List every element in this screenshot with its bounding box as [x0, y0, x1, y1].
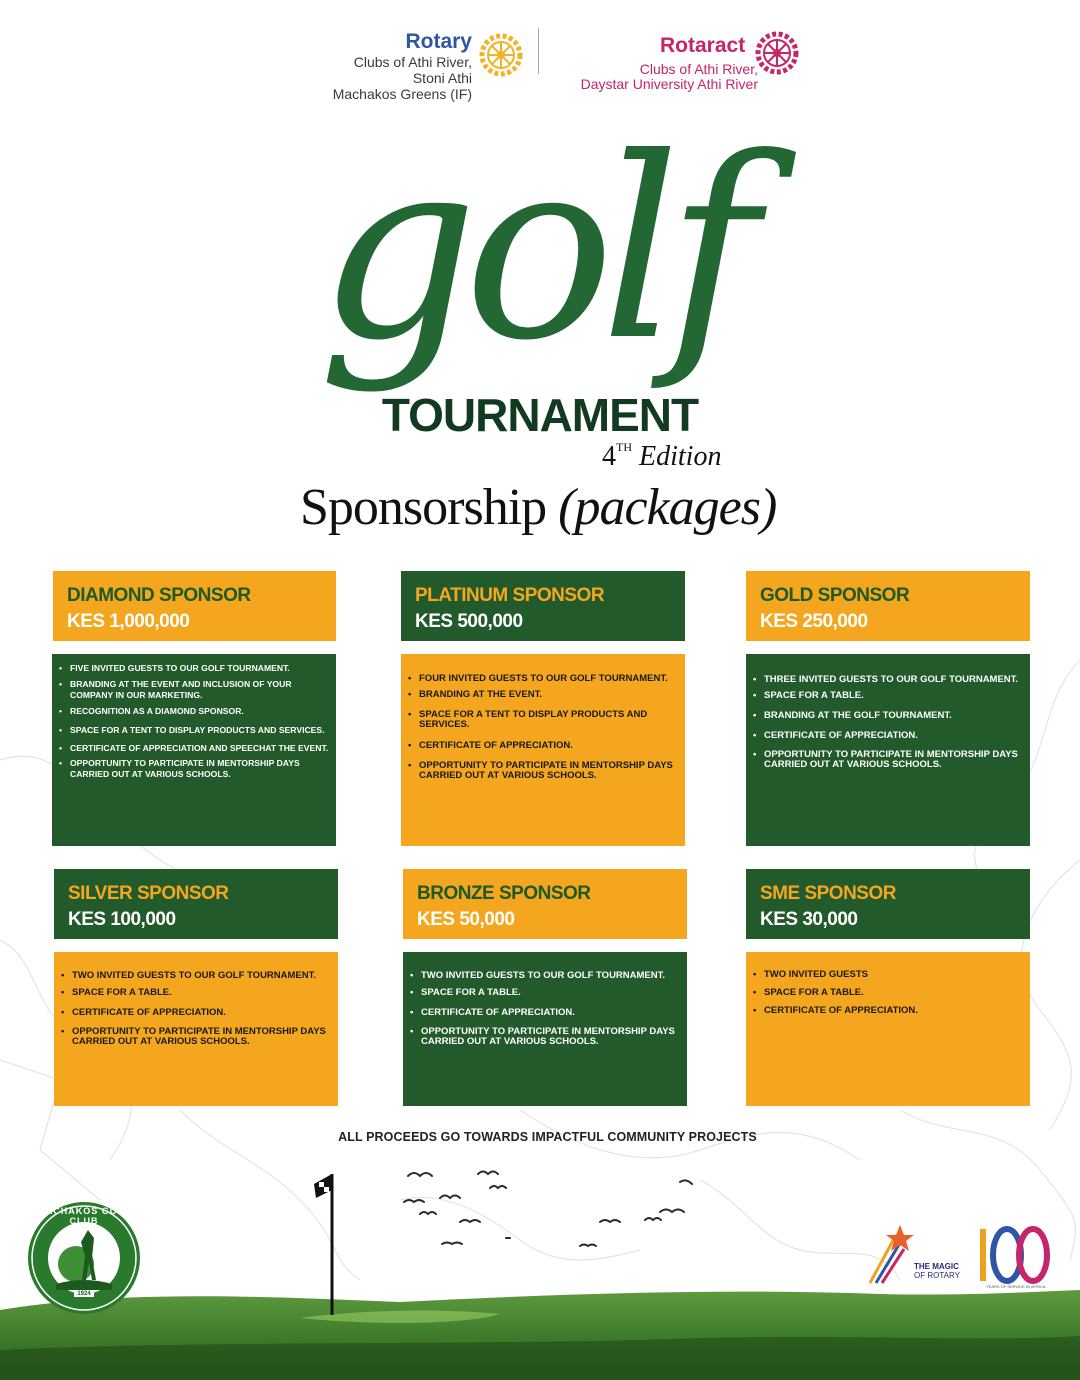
benefit-item: • FIVE INVITED GUESTS TO OUR GOLF TOURNAMENT. [52, 663, 330, 674]
benefit-item: • BRANDING AT THE GOLF TOURNAMENT. [746, 710, 1022, 721]
package-name: PLATINUM SPONSOR [415, 585, 605, 606]
benefit-item: • OPPORTUNITY TO PARTICIPATE IN MENTORSHIP DAYS CARRIED OUT AT VARIOUS SCHOOLS. [403, 1027, 679, 1047]
benefit-item: • CERTIFICATE OF APPRECIATION. [746, 730, 1022, 741]
package-header-sme [746, 869, 1030, 939]
rotary-club-line: Clubs of Athi River, [353, 54, 472, 70]
package-header-diamond [53, 571, 336, 641]
benefit-item: • BRANDING AT THE EVENT. [401, 689, 677, 700]
package-price: KES 250,000 [760, 611, 868, 632]
benefit-item: • CERTIFICATE OF APPRECIATION. [401, 740, 677, 751]
rotaract-club-lines [568, 62, 758, 92]
sponsorship-word: Sponsorship [300, 479, 547, 536]
package-price: KES 500,000 [415, 611, 523, 632]
rotary-logo [320, 30, 530, 102]
package-price: KES 1,000,000 [67, 611, 190, 632]
benefit-item: • FOUR INVITED GUESTS TO OUR GOLF TOURNAMENT. [401, 671, 677, 686]
club-logo-name: MACHAKOS GOLF CLUB [37, 1206, 131, 1226]
club-logo-text-layer [26, 1200, 142, 1316]
grass-field [0, 1280, 1080, 1380]
package-price: KES 50,000 [417, 909, 515, 930]
edition-suffix: TH [616, 440, 632, 454]
rotary-club-line: Machakos Greens (IF) [332, 86, 472, 102]
benefit-item: • TWO INVITED GUESTS TO OUR GOLF TOURNAMENT. [54, 968, 330, 983]
benefit-item: • SPACE FOR A TABLE. [403, 987, 679, 998]
club-logo-year: 1924 [77, 1291, 91, 1297]
package-header-silver [54, 869, 338, 939]
package-benefits-bronze [403, 952, 687, 1106]
package-name: SME SPONSOR [760, 883, 896, 904]
package-benefits-gold [746, 654, 1030, 846]
logo-divider [538, 28, 539, 74]
benefit-item: • THREE INVITED GUESTS TO OUR GOLF TOURNAMENT. [746, 671, 1022, 688]
birds-illustration [400, 1160, 720, 1250]
benefit-item: • OPPORTUNITY TO PARTICIPATE IN MENTORSHIP DAYS CARRIED OUT AT VARIOUS SCHOOLS. [401, 761, 677, 781]
magic-line-2: OF ROTARY [914, 1271, 960, 1280]
benefit-item: • SPACE FOR A TENT TO DISPLAY PRODUCTS AND SERVICES. [401, 710, 677, 730]
package-name: DIAMOND SPONSOR [67, 585, 251, 606]
benefit-item: • SPACE FOR A TABLE. [746, 987, 1022, 998]
proceeds-note: ALL PROCEEDS GO TOWARDS IMPACTFUL COMMUNITY PROJECTS [338, 1130, 757, 1144]
magic-of-rotary-text [914, 1262, 960, 1280]
rotaract-name: Rotaract [660, 34, 746, 57]
benefit-item: • TWO INVITED GUESTS [746, 969, 1022, 980]
edition-number: 4 [602, 441, 616, 472]
magic-line-1: THE MAGIC [914, 1262, 959, 1271]
package-header-platinum [401, 571, 685, 641]
benefit-item: • CERTIFICATE OF APPRECIATION. [403, 1007, 679, 1018]
package-header-bronze [403, 869, 687, 939]
package-benefits-sme [746, 952, 1030, 1106]
packages-word: (packages) [558, 479, 777, 536]
rotaract-wheel-icon [754, 30, 800, 76]
sponsorship-heading [300, 478, 776, 537]
benefit-item: • OPPORTUNITY TO PARTICIPATE IN MENTORSHIP DAYS CARRIED OUT AT VARIOUS SCHOOLS. [52, 758, 330, 780]
benefit-item: • BRANDING AT THE EVENT AND INCLUSION OF YOUR COMPANY IN OUR MARKETING. [52, 679, 330, 701]
magic-of-rotary-logo [866, 1225, 916, 1285]
benefit-item: • OPPORTUNITY TO PARTICIPATE IN MENTORSHIP DAYS CARRIED OUT AT VARIOUS SCHOOLS. [746, 750, 1022, 770]
package-name: SILVER SPONSOR [68, 883, 229, 904]
benefit-item: • CERTIFICATE OF APPRECIATION. [54, 1007, 330, 1018]
package-name: GOLD SPONSOR [760, 585, 910, 606]
benefit-item: • OPPORTUNITY TO PARTICIPATE IN MENTORSHIP DAYS CARRIED OUT AT VARIOUS SCHOOLS. [54, 1027, 330, 1047]
benefit-item: • CERTIFICATE OF APPRECIATION. [746, 1005, 1022, 1016]
benefit-item: • SPACE FOR A TENT TO DISPLAY PRODUCTS AND SERVICES. [52, 722, 330, 738]
hundred-years-caption: YEARS OF SERVICE IN AFRICA [986, 1284, 1046, 1289]
rotaract-club-line: Clubs of Athi River, [639, 61, 758, 77]
golf-flag-icon [310, 1170, 350, 1320]
edition-word: Edition [639, 441, 722, 472]
rotary-wheel-icon [478, 32, 524, 78]
benefit-item: • TWO INVITED GUESTS TO OUR GOLF TOURNAMENT. [403, 968, 679, 983]
package-header-gold [746, 571, 1030, 641]
benefit-item: • SPACE FOR A TABLE. [746, 690, 1022, 701]
golf-wordmark: golf [318, 104, 746, 395]
rotaract-club-line: Daystar University Athi River [580, 76, 758, 92]
benefit-item: • SPACE FOR A TABLE. [54, 987, 330, 998]
package-benefits-silver [54, 952, 338, 1106]
benefit-item: • CERTIFICATE OF APPRECIATION AND SPEECHAT THE EVENT. [52, 740, 330, 756]
package-benefits-platinum [401, 654, 685, 846]
package-benefits-diamond [52, 654, 336, 846]
rotary-name: Rotary [405, 30, 472, 53]
hundred-years-logo [975, 1225, 1055, 1285]
rotary-club-line: Stoni Athi [412, 70, 472, 86]
edition-label [602, 440, 721, 473]
package-price: KES 100,000 [68, 909, 176, 930]
tournament-heading: TOURNAMENT [381, 389, 699, 441]
package-name: BRONZE SPONSOR [417, 883, 591, 904]
benefit-item: • RECOGNITION AS A DIAMOND SPONSOR. [52, 706, 330, 717]
package-price: KES 30,000 [760, 909, 858, 930]
